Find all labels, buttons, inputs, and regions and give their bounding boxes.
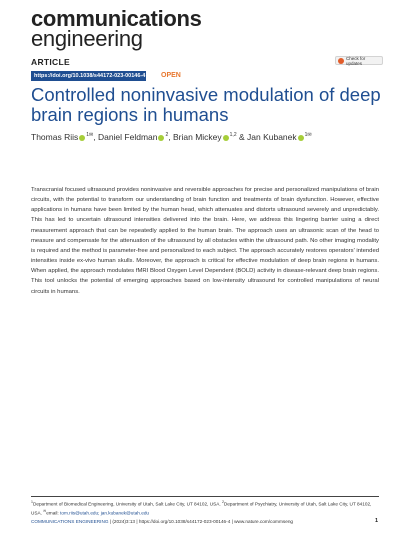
page-footer [31,519,293,524]
check-for-updates-button[interactable] [335,56,383,65]
journal-name-line1: communications [31,6,202,31]
affiliation-1: Department of Biomedical Engineering, University of Utah, Salt Lake City, UT 84102, USA. [32,501,221,507]
article-title: Controlled noninvasive modulation of deep brain regions in humans [31,84,381,125]
email-links[interactable]: tom.riis@utah.edu; jan.kubanek@utah.edu [60,510,150,516]
author-item[interactable] [31,132,93,142]
page-number: 1 [375,518,379,524]
affiliation-2: Department of Psychiatry, University of Utah, Salt Lake City, UT 84102, USA. [31,501,372,516]
doi-link[interactable]: https://doi.org/10.1038/s44172-023-00146-4 [31,71,146,81]
orcid-icon[interactable] [79,135,85,141]
author-name: Jan Kubanek [247,131,297,142]
author-item[interactable] [173,132,237,142]
author-item[interactable] [247,132,312,142]
footer-journal[interactable]: COMMUNICATIONS ENGINEERING [31,519,109,524]
affiliation-sup: 1 [31,500,33,504]
author-separator: & [236,131,248,142]
article-type-label: ARTICLE [31,57,70,67]
open-access-label: OPEN [161,72,181,79]
check-updates-icon [338,58,344,64]
author-item[interactable] [98,132,168,142]
author-affiliation-sup: 1✉ [304,132,312,138]
journal-name-line2: engineering [31,26,143,51]
author-affiliation-sup: 1,2 [229,132,237,138]
author-affiliation-sup: 2 [165,132,169,138]
author-separator: , [93,131,98,142]
affiliations-footnote [31,499,381,517]
email-sup: ✉ [43,509,47,514]
author-affiliation-sup: 1✉ [86,132,94,138]
author-name: Brian Mickey [173,131,222,142]
author-separator: , [168,131,173,142]
author-name: Thomas Riis [31,131,79,142]
author-list [31,129,391,143]
footer-citation: | (2024)3:13 | https://doi.org/10.1038/s44172-023-00146-4 | www.nature.com/commseng [109,519,294,524]
abstract: Transcranial focused ultrasound provides noninvasive and reversible approaches for precise and personalized manipulations of brain circuits, with the potential to transform our understanding of brain function and treatments of brain dysfunction. However, effective applications in humans have been limited by the human head, which attenuates and distorts ultrasound severely and unpredictably. This has led to uncertain ultrasound intensities delivered into the brain. Here, we address this lingering barrier using a direct measurement approach that can be repeatedly applied to the human brain. The approach uses an ultrasonic scan of the head to measure and compensate for the attenuation of the ultrasound by all obstacles within the ultrasound path. No other imaging modality is required and the method is parameter-free and personalized to each subject. The approach accurately restores operators' intended intensities inside ex-vivo human skulls. Moreover, the approach is critical for effective modulation of deep brain regions in humans. When applied, the approach modulates fMRI Blood Oxygen Level Dependent (BOLD) activity in disease-relevant deep brain regions. This tool unlocks the potential of emerging approaches based on low-intensity ultrasound for controlled manipulations of neural circuits in humans. [31,187,379,295]
affiliation-sup: 2 [221,500,224,504]
orcid-icon[interactable] [158,135,164,141]
check-updates-label: Check for updates [346,55,366,66]
footnote-divider [31,496,379,497]
author-name: Daniel Feldman [97,131,158,142]
orcid-icon[interactable] [223,135,229,141]
orcid-icon[interactable] [298,135,304,141]
email-label: email: [46,510,59,516]
